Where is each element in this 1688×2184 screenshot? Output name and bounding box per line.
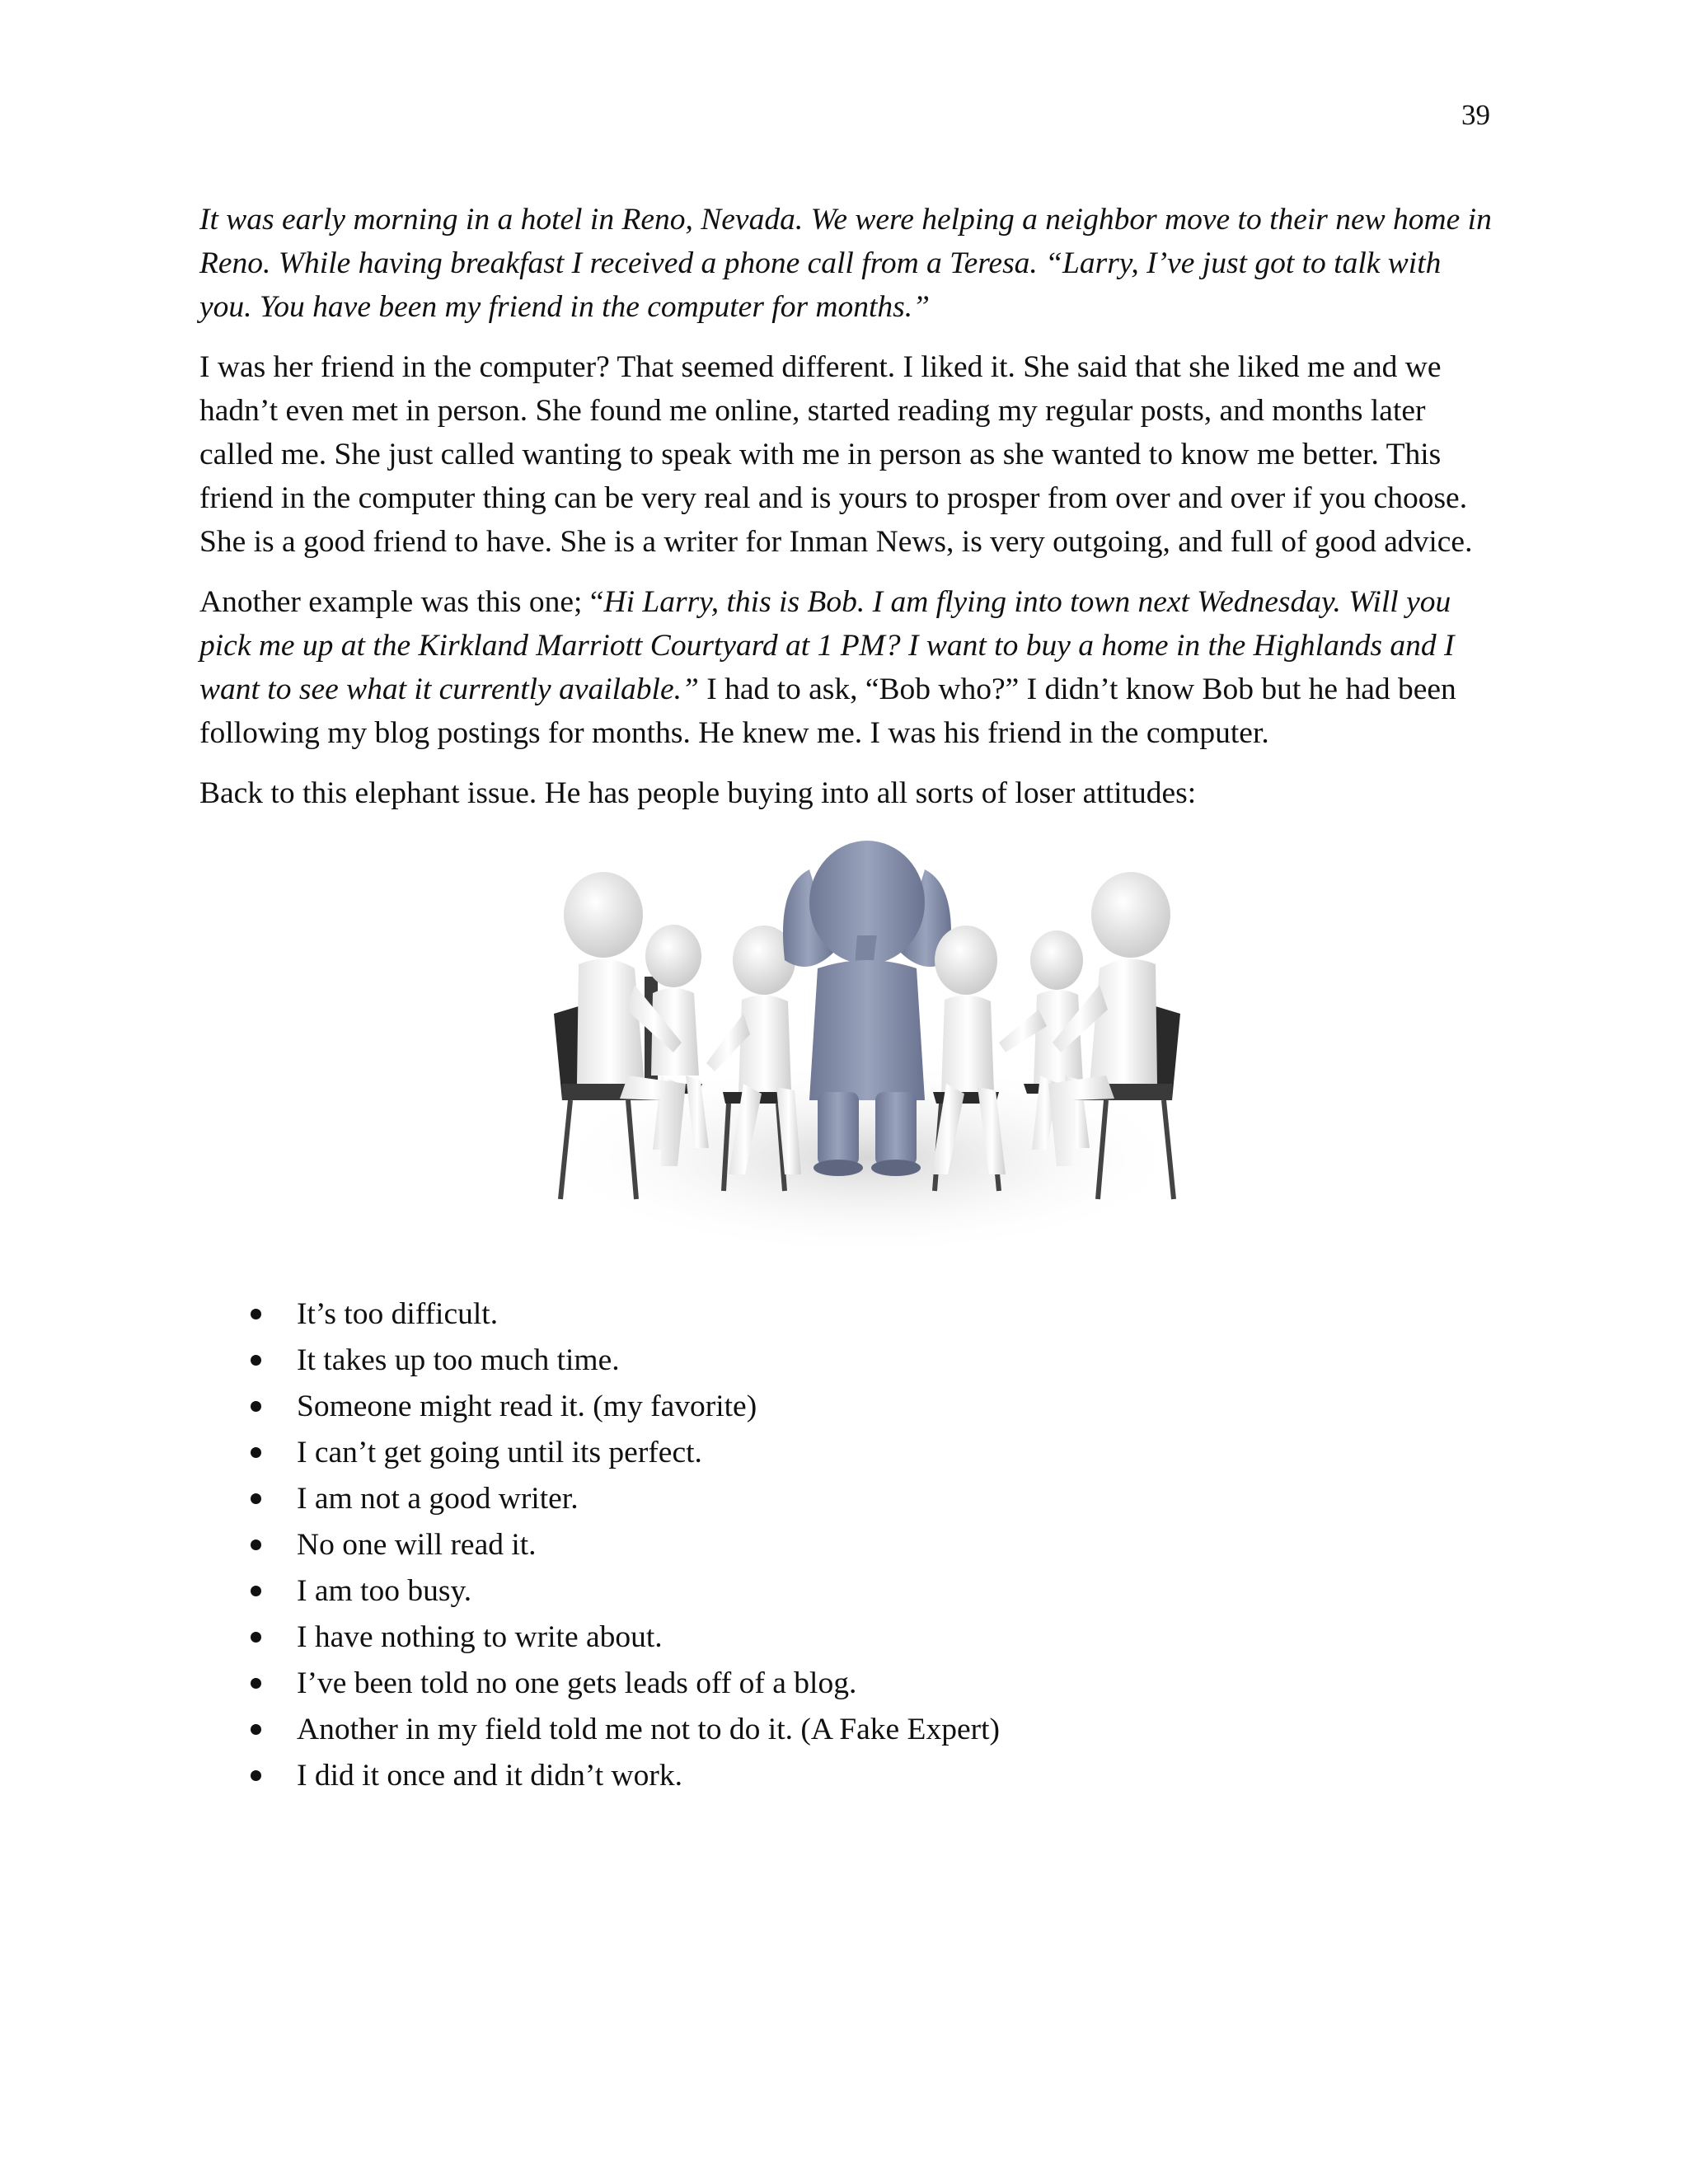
list-item [199, 1384, 1493, 1430]
list-item [199, 1661, 1493, 1707]
list-item [199, 1568, 1493, 1615]
bob-example-rest: I had to ask, “Bob who?” I didn’t know Bob but he had been following my blog postings for months. He knew me. I was his friend in the computer. [199, 673, 1456, 750]
list-item-text: I did it once and it didn’t work. [297, 1759, 682, 1793]
paragraph-friend-in-computer: I was her friend in the computer? That seemed different. I liked it. She said that she liked me and we hadn’t even met in person. She found me online, started reading my regular posts, and months later called me. She just called wanting to speak with me in person as she wanted to know me better. This friend in the computer thing can be very real and is yours to prosper from over and over if you choose. She is a good friend to have. She is a writer for Inman News, is very outgoing, and full of good advice. [199, 350, 1473, 559]
list-item-text: It’s too difficult. [297, 1297, 499, 1331]
paragraph-elephant-issue: Back to this elephant issue. He has people buying into all sorts of loser attitudes: [199, 776, 1197, 810]
list-item-text: I have nothing to write about. [297, 1620, 663, 1654]
bullet-icon [251, 1678, 261, 1689]
list-item [199, 1430, 1493, 1476]
list-item-text: I am too busy. [297, 1574, 472, 1608]
list-item-text: I am not a good writer. [297, 1482, 579, 1516]
list-item-text: Someone might read it. (my favorite) [297, 1390, 757, 1423]
bullet-icon [251, 1493, 261, 1504]
loser-attitudes-list [199, 1291, 1493, 1799]
list-item [199, 1753, 1493, 1799]
bullet-icon [251, 1540, 261, 1550]
list-item-text: It takes up too much time. [297, 1343, 620, 1377]
list-item [199, 1615, 1493, 1661]
list-item [199, 1291, 1493, 1338]
list-item [199, 1707, 1493, 1753]
bullet-icon [251, 1724, 261, 1735]
list-item [199, 1476, 1493, 1522]
page-number: 39 [1461, 99, 1490, 131]
page-body [199, 198, 1493, 1799]
paragraph-reno-story: It was early morning in a hotel in Reno, Nevada. We were helping a neighbor move to their new home in Reno. While having breakfast I received a phone call from a Teresa. “Larry, I’ve just got to talk with you. You have been my friend in the computer for months.” [199, 203, 1492, 324]
elephant-in-room-icon [537, 837, 1197, 1265]
bullet-icon [251, 1770, 261, 1781]
bullet-icon [251, 1632, 261, 1643]
list-item-text: No one will read it. [297, 1528, 537, 1562]
bullet-icon [251, 1309, 261, 1319]
bullet-icon [251, 1586, 261, 1596]
list-item-text: I can’t get going until its perfect. [297, 1436, 702, 1469]
bullet-icon [251, 1401, 261, 1412]
bob-example-intro: Another example was this one; “ [199, 585, 604, 619]
list-item [199, 1338, 1493, 1384]
bullet-icon [251, 1447, 261, 1458]
paragraph-bob-example [199, 580, 1493, 755]
list-item-text: I’ve been told no one gets leads off of a blog. [297, 1666, 857, 1700]
bob-example-quote: Hi Larry, this is Bob. I am flying into town next Wednesday. Will you pick me up at the Kirkland Marriott Courtyard at 1 PM? I want to buy a home in the Highlands and I want to see what it currently available.” [199, 585, 1455, 706]
bullet-icon [251, 1355, 261, 1366]
list-item [199, 1522, 1493, 1568]
list-item-text: Another in my field told me not to do it. (A Fake Expert) [297, 1713, 1000, 1746]
